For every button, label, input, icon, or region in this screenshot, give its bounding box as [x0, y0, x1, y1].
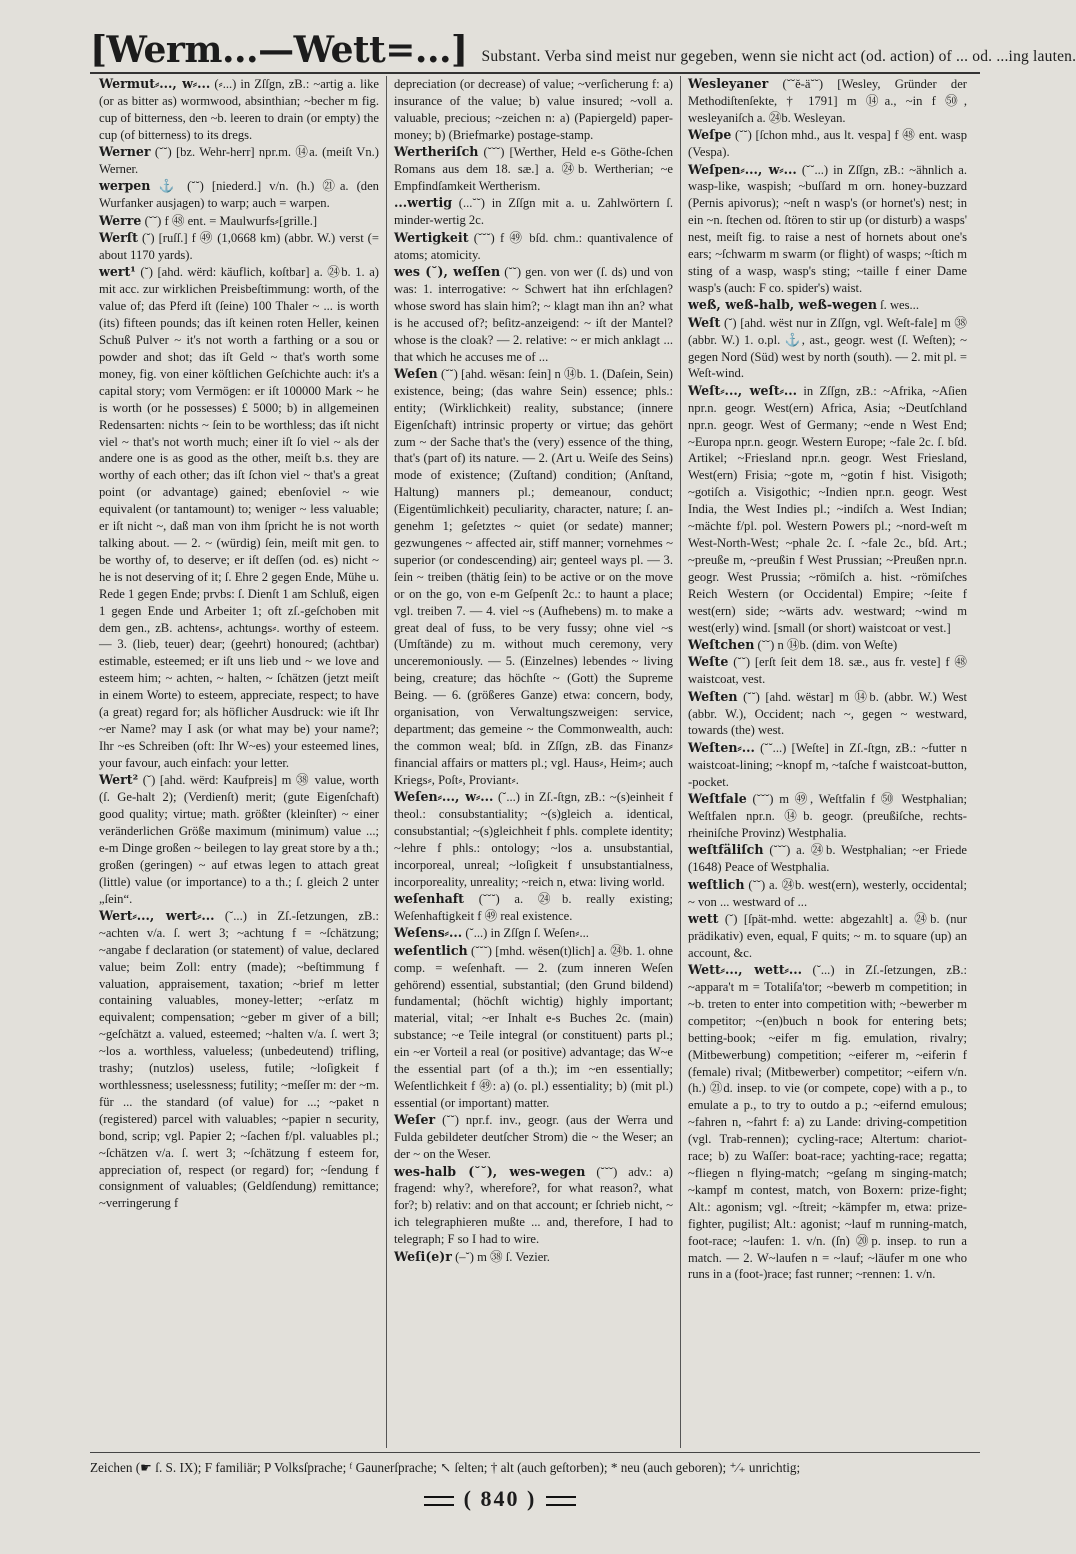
dictionary-entry: [394, 925, 673, 942]
entry-headword: Wesleyaner: [688, 76, 769, 91]
entry-headword: Weſtchen: [688, 636, 755, 652]
entry-headword: Weſen⸗..., w⸗...: [394, 789, 494, 805]
dictionary-entry: [99, 213, 379, 230]
entry-definition: (˘˘) npr.f. inv., geogr. (aus der Werra und Fulda gebildeter deutſcher Strom) die ~ the Weser; an der ~ on the Weser.: [394, 1113, 673, 1162]
dictionary-entry: [99, 230, 379, 264]
entry-headword: weſenhaft: [394, 891, 464, 906]
entry-definition: (⸗...) in Zſſgn, zB.: ~artig a. like (or as bitter as) wormwood, absinthian; ~becher m fig. cup of bitterness, den ~b. leeren to drain (or empty) the cup (of bitterness) to its dregs.: [99, 77, 379, 142]
entry-definition: (˘) [ſpät-mhd. wette: abgezahlt] a. ㉔b. (nur prädikativ) even, equal, F quits; ~ m. to square (up) an account, &c.: [688, 911, 967, 960]
entry-headword: weſtlich: [688, 876, 745, 892]
column-middle: [386, 76, 680, 1448]
entry-definition: (˘˘˘) [mhd. wësen(t)lich] a. ㉔b. 1. ohne comp. = weſenhaft. — 2. (zum inneren Weſen gehörend) essential, substantial; (den Grund bildend) fundamental; (höchſt wichtig) highly important; material, vital; ~er Inhalt e-s Buches 2c. (main) substance; ~e Teile integral (or constituent) parts pl.; ein ~er Vorteil a real (or positive) advantage; das W~e the essential part (of a th.); im ~en essentially; Weſentlichkeit f ㊾: a) (o. pl.) essentiality; b) (mit pl.) essential (or important) matter.: [394, 943, 674, 1110]
entry-headword: Wertigkeit: [394, 229, 469, 245]
entry-definition: (˘˘˘) a. ㉔b. really existing; Weſenhaftigkeit f ㊾ real existence.: [394, 892, 673, 923]
ornament-rule-right: [546, 1496, 576, 1506]
dictionary-entry: [688, 740, 967, 791]
dictionary-entry: [99, 178, 379, 212]
entry-headword: wett: [688, 910, 719, 926]
entry-definition: (˘) [ahd. wërd: käuflich, koſtbar] a. ㉔b. 1. a) mit acc. zur wirklichen Preisbeſtimmung: worth, of the value of; das Pferd iſt (ſeine) 100 Thaler ~ ... is worth (its) fifteen pounds; das iſt keinen roten Heller, keinen Schuß Pulver ~ it's not worth a farthing or a sou or powder and shot; das iſt Geld ~ that's worth some money, fig. von einer köſtlichen Geſchichte auch: it's a capital story; vom Vermögen: er iſt 100000 Mark ~ he is worth (or he possesses) £ 5000; b) in allgemeinen Redensarten: nichts ~ ſein to be worthless; das iſt nicht viel ~ that's not worth much; einer iſt ſo viel ~ als der andere one is as good as the other, meiſt b.s. they are worthy of each other; das iſt ſchon viel ~ that's a great point (or advantage) gained; ebenſoviel ~ wie equivalent (or tantamount) to; weniger ~ less valuable; er iſt nicht ~, daß man von ihm ſpricht he is not worth talking about. — 2. ~ (würdig) ſein, meiſt mit gen. to be worthy of, to deserve; er iſt deſſen (od. es) nicht ~ he is not deserving of it; ſ. Ehre 2 gegen Ende, Mühe u. Rede 1 gegen Ende; prvbs: ſ. Dienſt 1 am Schluß, eigen 1 gegen Ende und Arbeiter 1; oft zſ.-geſchoben mit dem gen., zB. achtens⸗, achtungs⸗. worthy of esteem. — 3. (lieb, teuer) dear; (geehrt) honoured; (achtbar) estimable, esteemed; er iſt uns lieb und ~ we love and esteem him; ~ achten, ~ halten, ~ ſchätzen (jetzt meiſt in einem Worte) to esteem, appreciate, respect; to have (a great) regard for; als höflicher Ausdruck: wie iſt Ihr ~er Name? may I ask (or what may be) your name?; Ihr ~es Schreiben (oft: Ihr W~es) your esteemed lines, your favour, auch einfach: your letter.: [99, 265, 379, 770]
entry-headword: Weſpen⸗..., w⸗...: [688, 161, 797, 177]
dictionary-entry: [688, 654, 967, 688]
entry-headword: Weſten⸗...: [688, 739, 755, 755]
entry-definition: (˘˘...) in Zſſgn, zB.: ~ähnlich a. wasp-like, waspish; ~buſſard m orn. honey-buzzard (Pernis apivorus); ~neſt n wasp's (or hornet's) nest; in ein ~n. ſtechen od. ſtören to stir up (or disturb) a wasps' nest, meiſt fig. to raise a nest of hornets about one's ears; ~ſchwarm m swarm (or flight) of wasps; ~ſtich m sting of a wasp, wasp's sting; ~taille f einer Dame wasp's (auch: F co. spider's) waist.: [688, 162, 967, 295]
dictionary-entry: [394, 1249, 673, 1266]
entry-headword: Wert²: [99, 772, 139, 788]
dictionary-entry: [394, 144, 673, 195]
entry-definition: in Zſſgn, zB.: ~Afrika, ~Aſien npr.n. geogr. West(ern) Africa, Asia; ~Deutſchland npr.n. geogr. West of Germany; ~ende n West End; ~Europa npr.n. geogr. Western Europe; ~fale 2c. ſ. bſd. Artikel; ~Friesland npr.n. geogr. West Friesland, West(ern) Frisia; ~gote m, ~gotin f hist. Visigoth; ~gotiſch a. Visigothic; ~Indien npr.n. geogr. West India, the West Indies pl.; ~indiſch a. West Indian; ~mächte f/pl. pol. Western Powers pl.; ~nord-weſt m West-North-West; ~phale 2c. ſ. ~fale 2c., bſd. Art.; ~preuße m, ~preußin f West Prussian; ~Preußen npr.n. geogr. West Prussia; ~römiſch a. hist. ~römiſches Reich Western (or Occidental) Empire; ~ſeite f west(ern) side; ~wärts adv. westward; ~wind m west(erly) wind. [small (or short) waistcoat or vest.]: [688, 383, 967, 635]
entry-definition: (˘˘˘) adv.: a) fragend: why?, wherefore?, for what reason?, what for?; b) relativ: and on that account; er ſchrieb nicht, ~ ich telegraphieren mußte ... and, therefore, I had to telegraph; F so I had to wire.: [394, 1164, 674, 1247]
abbreviation-legend: Zeichen (☛ ſ. S. IX); F familiär; P Volksſprache; ᶠ Gaunerſprache; ↖ ſelten; † alt (auch geſtorben); * neu (auch geboren); ⁺⁄₊ unrichtig;: [90, 1452, 980, 1477]
entry-definition: (˘...) in Zſſgn ſ. Weſen⸗...: [465, 926, 589, 941]
dictionary-entry: [688, 383, 967, 637]
entry-headword: Werner: [99, 144, 151, 160]
entry-headword: Weſer: [394, 1112, 436, 1128]
entry-headword: Weſten: [688, 688, 738, 704]
entry-definition: (˘˘˘) f ㊾ bſd. chm.: quantivalence of atoms; atomicity.: [394, 230, 673, 262]
entry-headword: werpen: [99, 178, 151, 194]
dictionary-entry: [99, 772, 379, 907]
dictionary-entry: [394, 943, 673, 1112]
entry-headword: wert¹: [99, 264, 136, 280]
entry-headword: Weſt: [688, 314, 721, 330]
dictionary-entry: [99, 144, 379, 178]
entry-headword: Werſt: [99, 230, 138, 246]
entry-definition: (˘˘) n ⑭b. (dim. von Weſte): [757, 637, 898, 652]
entry-definition: (˘˘) f ㊽ ent. = Maulwurfs⸗[grille.]: [144, 213, 318, 228]
entry-definition: (˘) [ahd. wërd: Kaufpreis] m ㊳ value, worth (ſ. Ge-halt 2); (Verdienſt) merit; (gute Eigenſchaft) good quality; virtue; math. größter (kleinſter) ~ einer veränderlichen Größe maximum (minimum) value ...; e-m Dinge großen ~ beilegen to lay great store by a th.; großen (geringen) ~ auf etwas legen to attach great (little) value (or importance) to a th.; ſ. gleich 2 unter „ſein“.: [99, 773, 379, 906]
dictionary-entry: [688, 877, 967, 911]
dictionary-entry: [688, 315, 967, 383]
dictionary-entry: [688, 791, 967, 842]
entry-definition: (–˘) m ㊳ ſ. Vezier.: [455, 1249, 550, 1264]
entry-definition: (˘...) in Zſ.-ſetzungen, zB.: ~achten v/a. ſ. wert 3; ~achtung f = ~ſchätzung; ~angabe f declaration (or statement) of value, declared value; beim Zoll: entry (made); ~beſtimmung f valuation, appraisement, taxation; ~brief m letter containing valuables, money-letter; ~erſatz m equivalent; compensation; ~geber m giver of a bill; ~geſchätzt a. valued, esteemed; ~halten v/a. ſ. wert 3; ~los a. worthless, valueless; (unbedeutend) trifling, trashy; (nutzlos) useless, futile; ~loſigkeit f worthlessness; uselessness; futility; ~meſſer m: der ~m. für ... the standard (of value) for ...; ~paket n (registered) parcel with valuables; ~papier n security, bond, scrip; vgl. Papier 2; ~ſachen f/pl. valuables pl.; ~ſchätzen v/a. ſ. wert 3; ~ſchätzung f esteem for, appreciation of, respect (or regard) for; ~ſendung f consignment of valuables; (Geldſendung) remittance; ~verringerung f: [99, 908, 379, 1211]
dictionary-entry: [394, 891, 673, 925]
entry-definition: (˘˘ĕ-ä˘˘) [Wesley, Gründer der Methodiſtenſekte, † 1791] m ⑭a., ~in f ㊿, wesleyaniſch a. ㉔b. Wesleyan.: [688, 77, 967, 125]
dictionary-entry: [394, 230, 673, 264]
entry-definition: (˘˘) [ahd. wësan: ſein] n ⑭b. 1. (Daſein, Sein) existence, being; (das wahre Sein) essence; phls.: entity; (Wirklichkeit) reality, substance; (innere Eigenſchaft) intrinsic property or virtue; das gehört zum ~ der Sache that's the (very) essence of the thing, that's (part of) its nature. — 2. (Art u. Weiſe des Seins) mode of existence; (Zuſtand) condition; (Anſtand, Haltung) manners pl.; demeanour, conduct; (Eigentümlichkeit) peculiarity, character, nature; ſ. an-genehm 1; geſetztes ~ quiet (or sedate) manner; gezwungenes ~ affected air, stiff manner; vornehmes ~ superior (or condescending) air; genteel ways pl. — 3. ſein ~ treiben (thätig ſein) to be active or on the move or on the go, von e-m Geſpenſt 2c.: to haunt a place; vgl. treiben 7. — 4. viel ~s (Aufhebens) m. to make a great deal of fuss, to be very fussy; ohne viel ~s (Umſtände) zu m. without much ceremony, very unceremoniously. — 5. (Einzelnes) lebendes ~ living being, creature; das höchſte ~ (Gott) the Supreme Being. — 6. (größeres Ganze) etwa: concern, body, organisation, von Verwaltungszweigen: service, department; das gemeine ~ the Commonwealth, auch: the common weal; bſd. in Zſſgn, zB. das Finanz⸗ financial affairs or matters pl.; vgl. Haus⸗, Heim⸗; auch Kriegs⸗, Poſt⸗, Proviant⸗.: [394, 366, 673, 787]
dictionary-entry: [688, 127, 967, 161]
entry-headword: weß, weß-halb, weß-wegen: [688, 297, 877, 313]
entry-definition: (˘˘...) [Weſte] in Zſ.-ſtgn, zB.: ~futter n waistcoat-lining; ~knopf m, ~taſche f waistcoat-button, -pocket.: [688, 740, 967, 789]
dictionary-entry: [688, 842, 967, 876]
dictionary-entry: [688, 962, 967, 1283]
entry-definition: (˘˘) [bz. Wehr-herr] npr.m. ⑭a. (meiſt Vn.) Werner.: [99, 145, 379, 177]
header-note: Substant. Verba sind meist nur gegeben, wenn sie nicht act (od. action) of ... od. ...ing lauten.: [481, 48, 1076, 65]
entry-headword: Weſi(e)r: [394, 1248, 452, 1264]
entry-headword: ...wertig: [394, 195, 453, 211]
entry-headword: Weſt⸗..., weſt⸗...: [688, 382, 798, 398]
page-header: [90, 26, 1076, 74]
entry-headword: Wert⸗..., wert⸗...: [99, 907, 215, 923]
dictionary-entry: [394, 195, 673, 229]
entry-definition: (˘˘˘) a. ㉔b. Westphalian; ~er Friede (1648) Peace of Westphalia.: [688, 843, 968, 875]
page-number-block: [410, 1486, 590, 1512]
entry-headword: weſtfäliſch: [688, 842, 764, 858]
column-left: [92, 76, 386, 1448]
ornament-rule-left: [424, 1496, 454, 1506]
entry-definition: (...˘˘) in Zſſgn mit a. u. Zahlwörtern ſ. minder-wertig 2c.: [394, 196, 673, 228]
entry-definition: (˘˘) [ahd. wëstar] m ⑭b. (abbr. W.) West (abbr. W.), Occident; nach ~, gegen ~ westward, towards (the) west.: [688, 689, 967, 738]
dictionary-entry: [99, 264, 379, 771]
entry-definition: (˘˘) gen. von wer (ſ. ds) und von was: 1. interrogative: ~ Schwert hat ihn erſchlagen? whose sword has slain him?; ~ klagt man ihn an? what is he accused of?; beſitz-anzeigend: ~ iſt der Mantel? whose is the cloak? — 2. relative: ~ er mich anklagt ... that which he accuses me of ...: [394, 264, 673, 364]
entry-definition: (˘˘) [ſchon mhd., aus lt. vespa] f ㊽ ent. wasp (Vespa).: [688, 128, 967, 160]
running-head: [Werm...—Wett=...]: [90, 29, 468, 71]
column-right: [680, 76, 974, 1448]
dictionary-entry: [394, 76, 673, 144]
page-number: ( 840 ): [463, 1486, 537, 1511]
entry-headword: Weſens⸗...: [394, 925, 463, 941]
entry-definition: (˘˘˘) [Werther, Held e-s Göthe-ſchen Romans aus dem 18. sæ.] a. ㉔b. Wertherian; ~e Empfindſamkeit Wertherism.: [394, 145, 673, 193]
dictionary-entry: [688, 297, 967, 314]
dictionary-entry: [688, 637, 967, 654]
entry-definition: (˘˘) a. ㉔b. west(ern), westerly, occidental; ~ von ... westward of ...: [688, 877, 967, 909]
entry-headword: Weſpe: [688, 127, 732, 143]
dictionary-entry: [394, 366, 673, 789]
entry-headword: Wett⸗..., wett⸗...: [688, 962, 803, 978]
dictionary-entry: [99, 76, 379, 144]
entry-definition: (˘˘˘) m ㊾, Weſtfalin f ㊿ Westphalian; Weſtfalen npr.n. ⑭b. geogr. (preußiſche, rechts-rheiniſche Provinz) Westphalia.: [688, 792, 967, 840]
entry-definition: depreciation (or decrease) of value; ~verſicherung f: a) insurance of the value; b) value insured; ~voll a. valuable, precious; ~zeichen n: a) (Papiergeld) paper-money; b) (Briefmarke) postage-stamp.: [394, 77, 673, 142]
dictionary-entry: [688, 911, 967, 962]
dictionary-entry: [99, 908, 379, 1212]
dictionary-entry: [688, 162, 967, 297]
entry-headword: Weſtfale: [688, 791, 747, 807]
entry-definition: ſ. wes...: [880, 298, 919, 313]
dictionary-entry: [394, 1164, 673, 1249]
entry-definition: (˘˘) [erſt ſeit dem 18. sæ., aus fr. veste] f ㊽ waistcoat, vest.: [688, 655, 967, 687]
entry-headword: Wermut⸗..., w⸗...: [99, 76, 211, 91]
entry-headword: Weſte: [688, 654, 729, 670]
dictionary-entry: [688, 76, 967, 127]
entry-headword: Weſen: [394, 365, 438, 381]
entry-headword: wes (˘), weſſen: [394, 263, 501, 279]
entry-definition: (˘...) in Zſ.-ſtgn, zB.: ~(s)einheit f theol.: consubstantiality; ~(s)gleich a. identical, consubstantial; ~(s)gleichheit f phls. complete identity; ~lehre f phls.: ontology; ~los a. unsubstantial, incorporeal, unreal; ~loſigkeit f unsubstantialness, incorporeality, unreality; ~reich n, etwa: living world.: [394, 790, 673, 889]
entry-definition: ⚓ (˘˘) [niederd.] v/n. (h.) ㉑a. (den Wurfanker ausjagen) to warp; auch = warpen.: [99, 179, 379, 211]
dictionary-entry: [688, 689, 967, 740]
entry-headword: wes-halb (˘˘), wes-wegen: [394, 1163, 586, 1179]
dictionary-entry: [394, 789, 673, 890]
entry-definition: (˘) [ahd. wëst nur in Zſſgn, vgl. Weſt-fale] m ㊳ (abbr. W.) 1. o.pl. ⚓, ast., geogr. west (ſ. Weſten); ~ gegen Nord (Süd) west by north (south). — 2. mit pl. = Weſt-wind.: [688, 315, 968, 381]
entry-headword: weſentlich: [394, 942, 468, 958]
entry-headword: Wertheriſch: [394, 144, 479, 160]
entry-definition: (˘) [ruſſ.] f ㊾ (1,0668 km) (abbr. W.) verst (= about 1170 yards).: [99, 231, 379, 263]
entry-definition: (˘...) in Zſ.-ſetzungen, zB.: ~appara't m = Totaliſa'tor; ~bewerb m competition; in ~b. treten to enter into competition with; ~bewerber m competitor; ~(en)buch n book for entering bets; betting-book; ~eifer m fig. emulation, rivalry; (Mitbewerbung) competition; ~eiferer m, ~eiferin f (female) rival; (Mitbewerber) competitor; ~eifern v/n. (h.) ㉑d. insep. to vie (or compete, cope) with a p., to emulate a p., to try to outdo a p.; ~eifernd emulous; ~fahren n, ~fahrt f: a) zu Lande: driving-competition (vgl. Trab-rennen); cycling-race; Altertum: chariot-race; b) zu Waſſer: boat-race; yachting-race; regatta; ~fliegen n flying-match; ~geſang m singing-match; ~kampf m contest, match, von Boxern: prize-fight; Alt.: agonism; vgl. ~ſtreit; ~kämpfer m, etwa: prize-fighter, pugilist; Alt.: agonist; ~lauf m running-match, foot-race; ~laufen: 1. v/n. (ſn) ⑳p. insep. to run a match. — 2. W~laufen n = ~lauf; ~läufer m one who runs in a (foot-)race; fast runner; ~rennen: 1. v/n.: [688, 963, 967, 1282]
dictionary-entry: [394, 1112, 673, 1163]
entry-headword: Werre: [99, 212, 142, 228]
dictionary-entry: [394, 264, 673, 365]
entry-columns: [92, 76, 974, 1448]
